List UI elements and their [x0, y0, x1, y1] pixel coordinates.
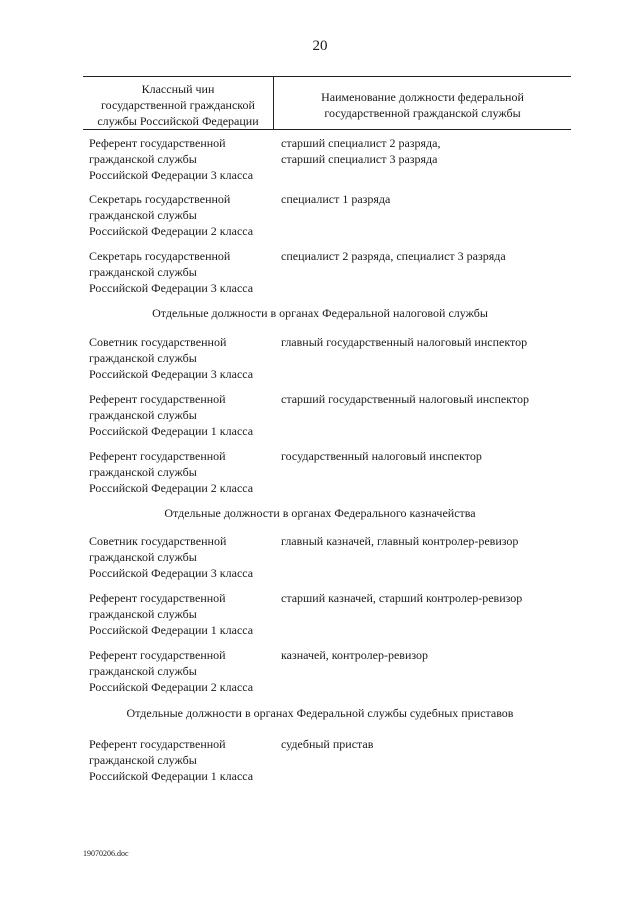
rank-line: Советник государственной	[89, 534, 227, 548]
rank-line: гражданской службы	[89, 465, 197, 479]
position-line: казначей, контролер-ревизор	[281, 648, 429, 662]
position-line: государственный налоговый инспектор	[281, 449, 482, 463]
rank-cell	[89, 135, 279, 183]
rank-line: Референт государственной	[89, 136, 226, 150]
header-line: государственной гражданской службы	[324, 106, 521, 120]
rank-cell	[89, 248, 279, 296]
section-title: Отдельные должности в органах Федерального казначейства	[164, 506, 476, 520]
rank-line: Референт государственной	[89, 648, 226, 662]
rank-line: Российской Федерации 2 класса	[89, 481, 254, 495]
position-line: специалист 2 разряда, специалист 3 разряда	[281, 249, 506, 263]
header-line: Классный чин	[141, 82, 215, 96]
rank-line: Российской Федерации 3 класса	[89, 566, 254, 580]
rank-line: Секретарь государственной	[89, 192, 231, 206]
rank-line: Российской Федерации 1 класса	[89, 623, 254, 637]
section-title: Отдельные должности в органах Федеральной налоговой службы	[152, 306, 488, 320]
position-cell	[281, 191, 581, 207]
header-line: службы Российской Федерации	[97, 114, 259, 128]
position-line: старший специалист 2 разряда,	[281, 136, 441, 150]
position-cell	[281, 736, 581, 752]
position-cell	[281, 647, 581, 663]
position-cell	[281, 135, 581, 167]
rank-cell	[89, 191, 279, 239]
header-position-column	[274, 89, 571, 121]
position-cell	[281, 391, 581, 407]
rank-line: гражданской службы	[89, 664, 197, 678]
rank-line: Референт государственной	[89, 737, 226, 751]
rank-line: Российской Федерации 2 класса	[89, 224, 254, 238]
rank-line: Секретарь государственной	[89, 249, 231, 263]
rank-line: Советник государственной	[89, 335, 227, 349]
rank-line: гражданской службы	[89, 152, 197, 166]
page-number: 20	[312, 38, 328, 54]
rank-line: Российской Федерации 1 класса	[89, 769, 254, 783]
rank-line: гражданской службы	[89, 408, 197, 422]
position-line: старший специалист 3 разряда	[281, 152, 438, 166]
position-line: старший казначей, старший контролер-ревизор	[281, 591, 523, 605]
rank-cell	[89, 590, 279, 638]
rank-line: Российской Федерации 1 класса	[89, 424, 254, 438]
rank-cell	[89, 334, 279, 382]
rank-cell	[89, 647, 279, 695]
header-rank-column	[83, 81, 273, 129]
rank-line: Российской Федерации 3 класса	[89, 367, 254, 381]
rank-line: гражданской службы	[89, 607, 197, 621]
table-header	[83, 76, 571, 130]
header-line: государственной гражданской	[101, 98, 255, 112]
position-line: судебный пристав	[281, 737, 374, 751]
rank-cell	[89, 736, 279, 784]
position-cell	[281, 448, 581, 464]
rank-line: гражданской службы	[89, 753, 197, 767]
rank-line: гражданской службы	[89, 208, 197, 222]
rank-cell	[89, 391, 279, 439]
rank-line: Референт государственной	[89, 392, 226, 406]
rank-line: Российской Федерации 3 класса	[89, 281, 254, 295]
rank-line: гражданской службы	[89, 265, 197, 279]
rank-cell	[89, 448, 279, 496]
position-line: главный казначей, главный контролер-ревизор	[281, 534, 519, 548]
rank-line: Российской Федерации 3 класса	[89, 168, 254, 182]
position-cell	[281, 334, 581, 350]
file-name-footer: 19070206.doc	[83, 849, 129, 858]
rank-cell	[89, 533, 279, 581]
position-line: специалист 1 разряда	[281, 192, 391, 206]
position-cell	[281, 590, 581, 606]
rank-line: гражданской службы	[89, 550, 197, 564]
section-title: Отдельные должности в органах Федеральной службы судебных приставов	[126, 706, 514, 720]
rank-line: гражданской службы	[89, 351, 197, 365]
rank-line: Российской Федерации 2 класса	[89, 680, 254, 694]
header-line: Наименование должности федеральной	[321, 90, 524, 104]
rank-line: Референт государственной	[89, 591, 226, 605]
position-cell	[281, 533, 581, 549]
rank-line: Референт государственной	[89, 449, 226, 463]
position-cell	[281, 248, 581, 264]
position-line: старший государственный налоговый инспектор	[281, 392, 530, 406]
position-line: главный государственный налоговый инспектор	[281, 335, 528, 349]
